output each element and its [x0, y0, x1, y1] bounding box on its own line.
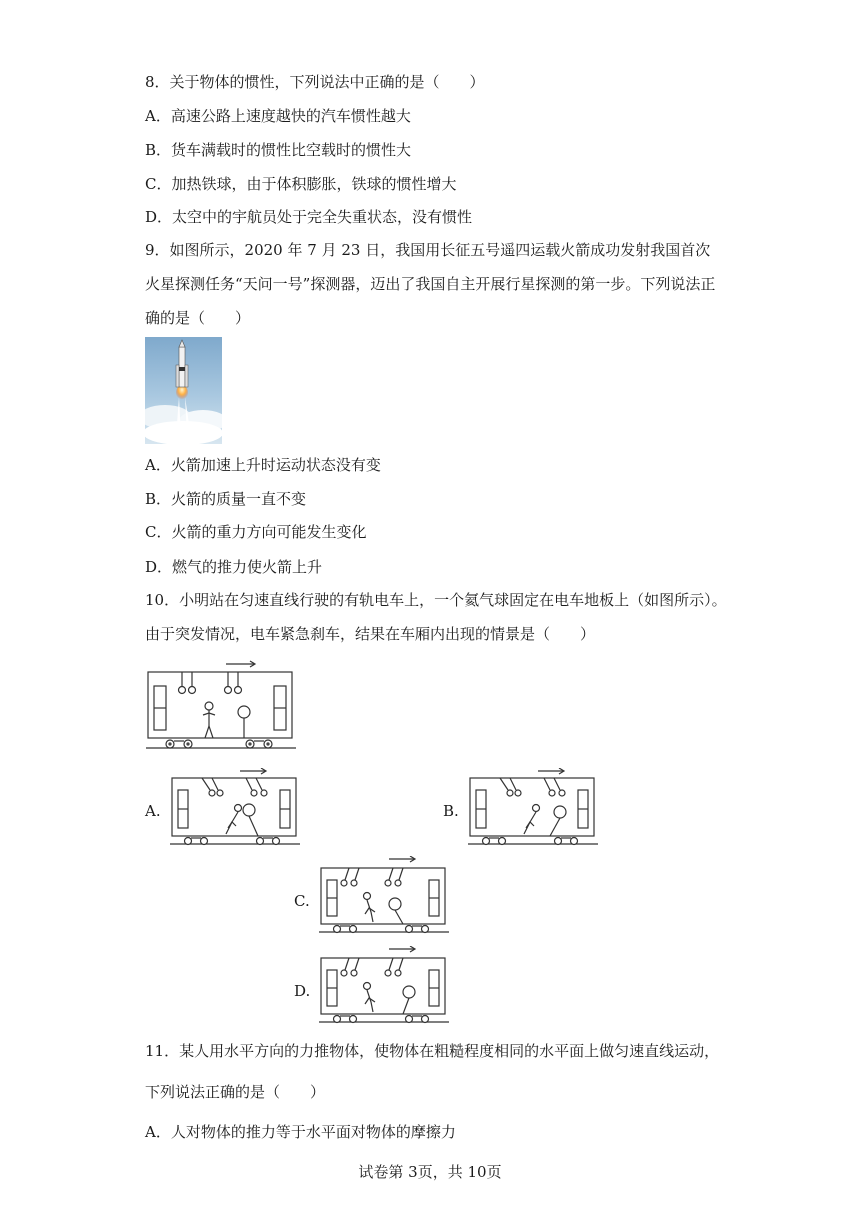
q10-option-c-label: C.	[294, 892, 310, 910]
tram-diagram-option-c	[319, 856, 449, 938]
q10-stem-line2: 由于突发情况，电车紧急刹车，结果在车厢内出现的情景是（ ）	[145, 625, 596, 643]
tram-diagram-main	[146, 660, 296, 755]
q10-option-b-label: B.	[443, 802, 459, 820]
q10-option-d-label: D.	[294, 982, 311, 1000]
q9-stem-line1: 9．如图所示，2020 年 7 月 23 日，我国用长征五号遥四运载火箭成功发射我国首次	[145, 241, 711, 259]
q8-option-d: D．太空中的宇航员处于完全失重状态，没有惯性	[145, 208, 473, 226]
q9-option-d: D．燃气的推力使火箭上升	[145, 558, 323, 576]
q9-option-b: B．火箭的质量一直不变	[145, 490, 307, 508]
q8-option-c: C．加热铁球，由于体积膨胀，铁球的惯性增大	[145, 175, 457, 193]
q9-stem-line3: 确的是（ ）	[145, 309, 251, 327]
q8-option-b: B．货车满载时的惯性比空载时的惯性大	[145, 141, 412, 159]
q11-stem-line1: 11．某人用水平方向的力推物体，使物体在粗糙程度相同的水平面上做匀速直线运动，	[145, 1042, 720, 1060]
q10-stem-line1: 10．小明站在匀速直线行驶的有轨电车上，一个氦气球固定在电车地板上（如图所示）。	[145, 591, 727, 609]
tram-diagram-option-b	[468, 768, 598, 850]
tram-diagram-option-d	[319, 946, 449, 1028]
q10-option-a-label: A.	[145, 802, 161, 820]
q9-option-c: C．火箭的重力方向可能发生变化	[145, 523, 367, 541]
page-footer: 试卷第 3页，共 10页	[358, 1163, 502, 1181]
q11-option-a: A．人对物体的推力等于水平面对物体的摩擦力	[145, 1123, 456, 1141]
q9-stem-line2: 火星探测任务“天问一号”探测器，迈出了我国自主开展行星探测的第一步。下列说法正	[145, 275, 716, 293]
q8-option-a: A．高速公路上速度越快的汽车惯性越大	[145, 107, 411, 125]
q11-stem-line2: 下列说法正确的是（ ）	[145, 1083, 326, 1101]
q9-option-a: A．火箭加速上升时运动状态没有变	[145, 456, 381, 474]
rocket-launch-image	[145, 337, 222, 444]
tram-diagram-option-a	[170, 768, 300, 850]
q8-stem: 8．关于物体的惯性，下列说法中正确的是（ ）	[145, 73, 485, 91]
